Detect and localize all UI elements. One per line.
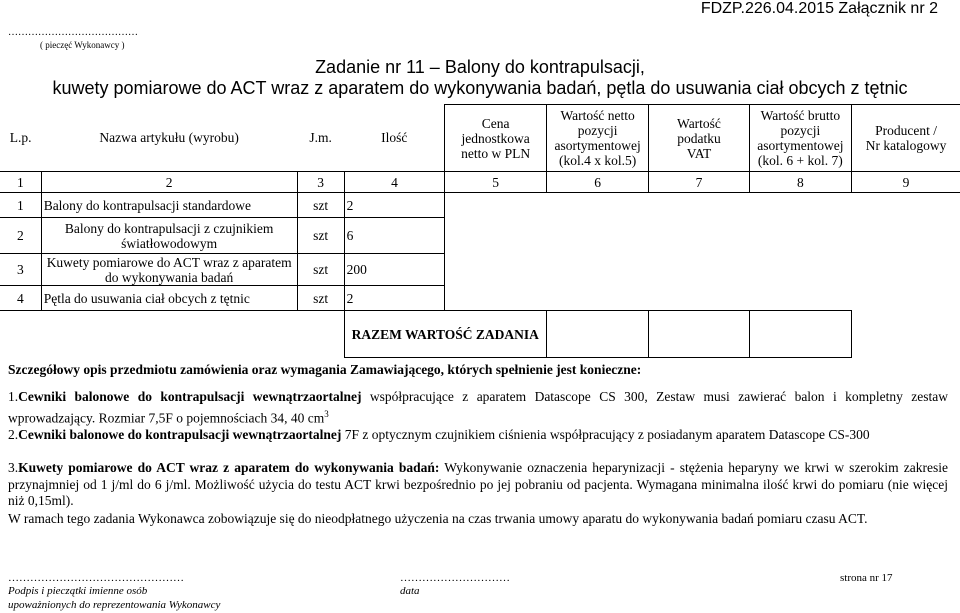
row-name-l2: do wykonywania badań: [105, 269, 234, 285]
header-unit-price-l2: jednostkowa: [461, 130, 530, 146]
stamp-label: ( pieczęć Wykonawcy ): [40, 40, 125, 50]
col-number: 6: [546, 172, 648, 193]
spec-item-2-bold: Cewniki balonowe do kontrapulsacji wewnątrzaortalnej: [18, 427, 342, 442]
header-producer: [852, 105, 960, 172]
footer-date-label: [400, 585, 420, 597]
row-empty: [445, 254, 960, 286]
header-vat-l1: Wartość: [677, 115, 721, 131]
row-empty: [445, 218, 960, 254]
header-producer-l2: Nr katalogowy: [865, 138, 947, 153]
header-qty: Ilość: [381, 130, 408, 146]
header-net-l1: Wartość netto: [560, 108, 635, 123]
row-name-l1: Balony do kontrapulsacji z czujnikiem: [64, 220, 274, 236]
row-empty: [445, 286, 960, 311]
header-net-l3: asortymentowej: [554, 138, 641, 153]
spec-item-3: [8, 460, 948, 510]
col-number: 9: [852, 172, 960, 193]
col-number: 2: [41, 172, 297, 193]
total-label: RAZEM WARTOŚĆ ZADANIA: [344, 311, 546, 358]
footer-signature-label-2: [8, 599, 220, 611]
footer-signature-dots: …………………………………………: [8, 572, 184, 584]
header-net-value: [546, 105, 648, 172]
row-jm: szt: [297, 218, 344, 254]
title-line-1: Zadanie nr 11 – Balony do kontrapulsacji,: [315, 57, 645, 77]
col-number: 7: [649, 172, 749, 193]
spec-item-4: W ramach tego zadania Wykonawca zobowiązuje się do nieodpłatnego użyczenia na czas trwania umowy aparatu do wykonywania badań pomiaru czasu ACT.: [8, 511, 868, 526]
header-unit-price: [445, 105, 547, 172]
row-lp: 3: [0, 254, 41, 286]
header-vat: [649, 105, 749, 172]
spec-item-3-text: Wykonywanie oznaczenia heparynizacji - stężenia heparyny we krwi w szerokim zakresie przynajmniej od 1 j/ml do 6 j/ml. Możliwość użycia do testu ACT krwi bezpośrednio po jej pobraniu od pacjenta. Wymagana minimalna ilość krwi do pomiaru (nie więcej niż 0,15ml).: [8, 460, 948, 508]
header-unit-price-l1: Cena: [481, 115, 510, 131]
row-name: Balony do kontrapulsacji standardowe: [41, 193, 297, 218]
spec-item-1-bold: Cewniki balonowe do kontrapulsacji wewnątrzaortalnej: [18, 389, 362, 404]
header-gross-l4: (kol. 6 + kol. 7): [757, 153, 843, 168]
row-name: Pętla do usuwania ciał obcych z tętnic: [41, 286, 297, 311]
spec-item-2-number: 2.: [8, 427, 19, 442]
spec-item-1-number: 1.: [8, 389, 19, 404]
header-vat-l3: VAT: [686, 145, 712, 161]
total-row: [0, 311, 960, 358]
total-net-cell: [546, 311, 648, 358]
spec-heading: Szczegółowy opis przedmiotu zamówienia oraz wymagania Zamawiającego, których spełnienie jest konieczne:: [8, 362, 642, 377]
total-spacer: [0, 311, 344, 358]
header-name: Nazwa artykułu (wyrobu): [99, 130, 239, 146]
footer-signature-label-1: [8, 585, 147, 597]
date-label: data: [400, 585, 420, 597]
page-number: strona nr 17: [840, 572, 893, 584]
spec-item-1: [8, 389, 948, 427]
header-net-l4: (kol.4 x kol.5): [559, 153, 637, 168]
row-qty: 2: [344, 193, 445, 218]
spec-item-3-number: 3.: [8, 460, 19, 475]
header-lp: L.p.: [9, 130, 32, 146]
header-vat-l2: podatku: [677, 130, 721, 146]
header-gross-value: [749, 105, 851, 172]
col-number: 4: [344, 172, 445, 193]
stamp-dotted-line: …………………………………: [8, 27, 138, 38]
total-empty: [852, 311, 960, 358]
row-lp: 2: [0, 218, 41, 254]
col-number: 1: [0, 172, 41, 193]
row-name-l1: Kuwety pomiarowe do ACT wraz z aparatem: [46, 254, 292, 270]
table-row: [0, 193, 960, 218]
spec-item-1-text: współpracujące z aparatem Datascope CS 300, Zestaw musi zawierać balon i kompletny zestaw wprowadzający. Rozmiar 7,5F o pojemnościach 34, 40 cm: [8, 389, 949, 425]
row-jm: szt: [297, 286, 344, 311]
column-number-row: [0, 172, 960, 193]
table-header-row: [0, 105, 960, 172]
total-gross-cell: [749, 311, 851, 358]
footer-date-dots: …………………………: [400, 572, 510, 584]
row-lp: 4: [0, 286, 41, 311]
row-qty: 200: [344, 254, 445, 286]
row-name: [41, 218, 297, 254]
spec-item-3-bold: Kuwety pomiarowe do ACT wraz z aparatem do wykonywania badań:: [18, 460, 440, 475]
price-table: [0, 104, 960, 358]
row-qty: 6: [344, 218, 445, 254]
header-unit-price-l3: netto w PLN: [461, 145, 531, 161]
total-vat-cell: [649, 311, 749, 358]
spec-item-2: [8, 427, 948, 444]
table-row: [0, 218, 960, 254]
spec-item-2-text: 7F z optycznym czujnikiem ciśnienia współpracujący z posiadanym aparatem Datascope CS-300: [341, 427, 870, 442]
row-name-l2: światłowodowym: [121, 235, 218, 251]
header-gross-l2: pozycji: [780, 123, 821, 138]
col-number: 5: [445, 172, 547, 193]
document-reference: FDZP.226.04.2015 Załącznik nr 2: [700, 0, 938, 17]
header-gross-l1: Wartość brutto: [760, 108, 841, 123]
col-number: 3: [297, 172, 344, 193]
row-empty: [445, 193, 960, 218]
header-gross-l3: asortymentowej: [757, 138, 844, 153]
row-jm: szt: [297, 254, 344, 286]
row-jm: szt: [297, 193, 344, 218]
header-jm: J.m.: [309, 130, 332, 146]
table-row: [0, 254, 960, 286]
signature-label-line-1: Podpis i pieczątki imienne osób: [8, 585, 148, 597]
signature-label-line-2: upoważnionych do reprezentowania Wykonawcy: [8, 599, 221, 611]
row-qty: 2: [344, 286, 445, 311]
title-line-2: kuwety pomiarowe do ACT wraz z aparatem do wykonywania badań, pętla do usuwania ciał obcych z tętnic: [52, 78, 908, 98]
col-number: 8: [749, 172, 851, 193]
spec-item-1-sup: 3: [324, 408, 329, 419]
table-row: [0, 286, 960, 311]
row-lp: 1: [0, 193, 41, 218]
row-name: [41, 254, 297, 286]
header-net-l2: pozycji: [577, 123, 618, 138]
header-producer-l1: Producent /: [875, 123, 937, 138]
